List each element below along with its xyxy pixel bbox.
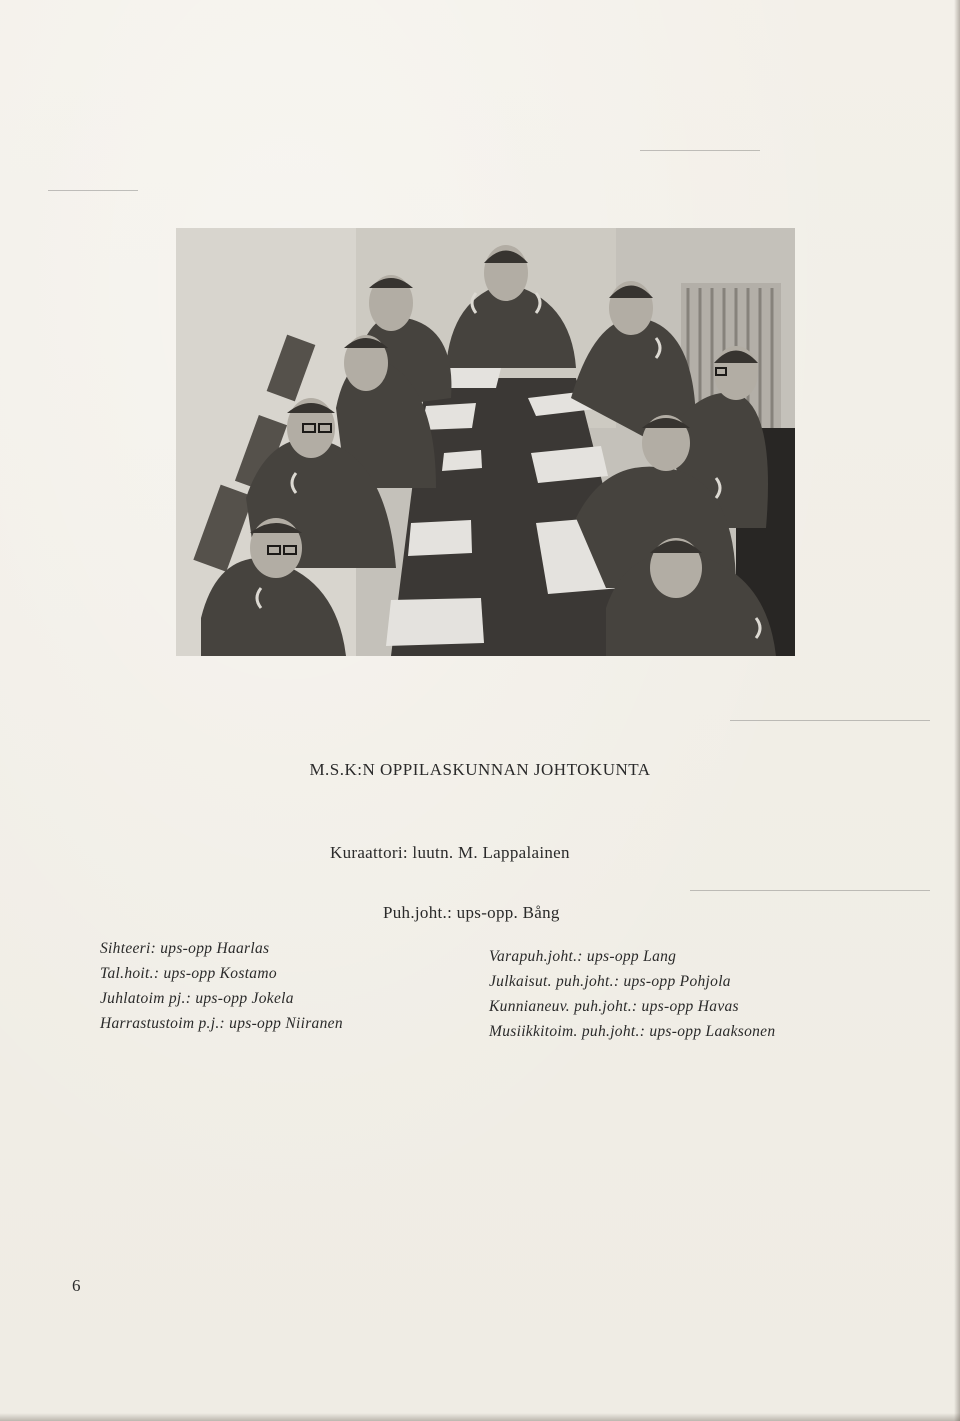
- member-entry: Kunnianeuv. puh.joht.: ups-opp Havas: [489, 998, 739, 1015]
- member-entry: Varapuh.joht.: ups-opp Lang: [489, 948, 677, 965]
- curator-line: Kuraattori: luutn. M. Lappalainen: [330, 843, 570, 862]
- right-member-list: [489, 944, 775, 1044]
- member-entry: Tal.hoit.: ups-opp Kostamo: [100, 965, 277, 982]
- member-entry: Musiikkitoim. puh.joht.: ups-opp Laaksonen: [489, 1023, 776, 1040]
- page-edge-shadow: [0, 1413, 960, 1421]
- left-member-list: [100, 936, 343, 1036]
- chairman-line: Puh.joht.: ups-opp. Bång: [383, 903, 560, 922]
- scan-mark: [48, 190, 138, 191]
- member-entry: Sihteeri: ups-opp Haarlas: [100, 940, 270, 957]
- member-entry: Harrastustoim p.j.: ups-opp Niiranen: [100, 1015, 343, 1032]
- group-photo-icon: [176, 228, 795, 656]
- page-number: 6: [72, 1276, 81, 1295]
- member-entry: Juhlatoim pj.: ups-opp Jokela: [100, 990, 294, 1007]
- page-edge-shadow: [954, 0, 960, 1421]
- scan-mark: [690, 890, 930, 891]
- page-title: M.S.K:N OPPILASKUNNAN JOHTOKUNTA: [309, 760, 651, 779]
- member-entry: Julkaisut. puh.joht.: ups-opp Pohjola: [489, 973, 731, 990]
- group-photo: [176, 228, 795, 656]
- scan-mark: [640, 150, 760, 151]
- scan-mark: [730, 720, 930, 721]
